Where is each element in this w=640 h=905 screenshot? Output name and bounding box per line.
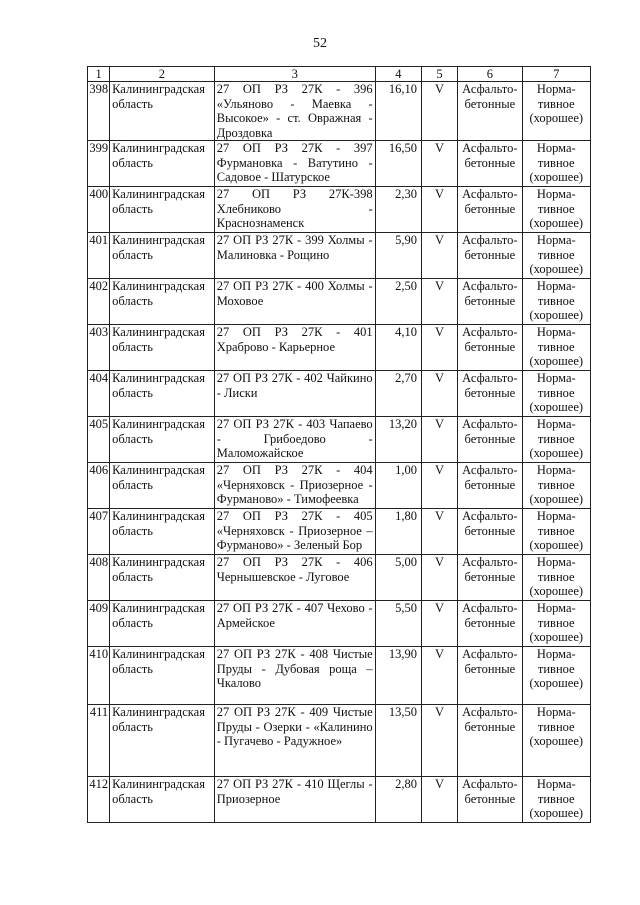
category-cell: V — [421, 233, 457, 279]
length-cell: 16,50 — [375, 141, 421, 187]
region-cell: Калининградская область — [110, 555, 215, 601]
surface-cell: Асфальто-бетонные — [458, 463, 522, 509]
page-number: 52 — [313, 36, 327, 51]
row-number: 411 — [88, 705, 110, 777]
table-row — [88, 187, 591, 233]
row-number: 398 — [88, 82, 110, 141]
region-cell: Калининградская область — [110, 82, 215, 141]
table-row — [88, 647, 591, 705]
category-cell: V — [421, 647, 457, 705]
road-name-cell: 27 ОП РЗ 27К-398 Хлебниково - Краснознаменск — [214, 187, 375, 233]
condition-cell: Норма-тивное (хорошее) — [522, 82, 590, 141]
row-number: 402 — [88, 279, 110, 325]
table-row — [88, 417, 591, 463]
table-row — [88, 705, 591, 777]
category-cell: V — [421, 705, 457, 777]
row-number: 400 — [88, 187, 110, 233]
column-header: 2 — [110, 67, 215, 82]
region-cell: Калининградская область — [110, 233, 215, 279]
condition-cell: Норма-тивное (хорошее) — [522, 233, 590, 279]
row-number: 409 — [88, 601, 110, 647]
row-number: 406 — [88, 463, 110, 509]
length-cell: 13,90 — [375, 647, 421, 705]
length-cell: 1,80 — [375, 509, 421, 555]
length-cell: 16,10 — [375, 82, 421, 141]
surface-cell: Асфальто-бетонные — [458, 417, 522, 463]
row-number: 410 — [88, 647, 110, 705]
region-cell: Калининградская область — [110, 601, 215, 647]
length-cell: 2,30 — [375, 187, 421, 233]
road-name-cell: 27 ОП РЗ 27К - 408 Чистые Пруды - Дубовая роща – Чкалово — [214, 647, 375, 705]
category-cell: V — [421, 417, 457, 463]
roads-table — [87, 66, 591, 823]
condition-cell: Норма-тивное (хорошее) — [522, 777, 590, 823]
road-name-cell: 27 ОП РЗ 27К - 400 Холмы - Моховое — [214, 279, 375, 325]
condition-cell: Норма-тивное (хорошее) — [522, 647, 590, 705]
surface-cell: Асфальто-бетонные — [458, 509, 522, 555]
category-cell: V — [421, 325, 457, 371]
condition-cell: Норма-тивное (хорошее) — [522, 187, 590, 233]
length-cell: 13,50 — [375, 705, 421, 777]
region-cell: Калининградская область — [110, 417, 215, 463]
row-number: 405 — [88, 417, 110, 463]
length-cell: 2,50 — [375, 279, 421, 325]
surface-cell: Асфальто-бетонные — [458, 325, 522, 371]
road-name-cell: 27 ОП РЗ 27К - 406 Чернышевское - Луговое — [214, 555, 375, 601]
table-row — [88, 601, 591, 647]
region-cell: Калининградская область — [110, 371, 215, 417]
condition-cell: Норма-тивное (хорошее) — [522, 417, 590, 463]
row-number: 401 — [88, 233, 110, 279]
column-header: 1 — [88, 67, 110, 82]
region-cell: Калининградская область — [110, 705, 215, 777]
table-row — [88, 141, 591, 187]
table-row — [88, 555, 591, 601]
table-row — [88, 82, 591, 141]
surface-cell: Асфальто-бетонные — [458, 371, 522, 417]
table-row — [88, 371, 591, 417]
region-cell: Калининградская область — [110, 187, 215, 233]
length-cell: 5,00 — [375, 555, 421, 601]
surface-cell: Асфальто-бетонные — [458, 187, 522, 233]
road-name-cell: 27 ОП РЗ 27К - 399 Холмы - Малиновка - Рощино — [214, 233, 375, 279]
category-cell: V — [421, 777, 457, 823]
column-header: 5 — [421, 67, 457, 82]
road-name-cell: 27 ОП РЗ 27К - 404 «Черняховск - Приозерное - Фурманово» - Тимофеевка — [214, 463, 375, 509]
column-header: 7 — [522, 67, 590, 82]
road-name-cell: 27 ОП РЗ 27К - 407 Чехово - Армейское — [214, 601, 375, 647]
condition-cell: Норма-тивное (хорошее) — [522, 279, 590, 325]
row-number: 408 — [88, 555, 110, 601]
condition-cell: Норма-тивное (хорошее) — [522, 705, 590, 777]
road-name-cell: 27 ОП РЗ 27К - 403 Чапаево - Грибоедово - Маломожайское — [214, 417, 375, 463]
category-cell: V — [421, 555, 457, 601]
column-header: 6 — [458, 67, 522, 82]
category-cell: V — [421, 141, 457, 187]
condition-cell: Норма-тивное (хорошее) — [522, 509, 590, 555]
category-cell: V — [421, 187, 457, 233]
table-header-row — [88, 67, 591, 82]
road-name-cell: 27 ОП РЗ 27К - 402 Чайкино - Лиски — [214, 371, 375, 417]
category-cell: V — [421, 601, 457, 647]
table-row — [88, 233, 591, 279]
road-name-cell: 27 ОП РЗ 27К - 410 Щеглы - Приозерное — [214, 777, 375, 823]
table-row — [88, 325, 591, 371]
surface-cell: Асфальто-бетонные — [458, 555, 522, 601]
region-cell: Калининградская область — [110, 777, 215, 823]
surface-cell: Асфальто-бетонные — [458, 279, 522, 325]
region-cell: Калининградская область — [110, 279, 215, 325]
region-cell: Калининградская область — [110, 325, 215, 371]
category-cell: V — [421, 371, 457, 417]
table-row — [88, 509, 591, 555]
surface-cell: Асфальто-бетонные — [458, 647, 522, 705]
length-cell: 5,50 — [375, 601, 421, 647]
road-name-cell: 27 ОП РЗ 27К - 397 Фурмановка - Ватутино - Садовое - Шатурское — [214, 141, 375, 187]
category-cell: V — [421, 463, 457, 509]
condition-cell: Норма-тивное (хорошее) — [522, 141, 590, 187]
region-cell: Калининградская область — [110, 463, 215, 509]
condition-cell: Норма-тивное (хорошее) — [522, 463, 590, 509]
condition-cell: Норма-тивное (хорошее) — [522, 371, 590, 417]
category-cell: V — [421, 82, 457, 141]
length-cell: 1,00 — [375, 463, 421, 509]
surface-cell: Асфальто-бетонные — [458, 601, 522, 647]
category-cell: V — [421, 279, 457, 325]
row-number: 412 — [88, 777, 110, 823]
surface-cell: Асфальто-бетонные — [458, 82, 522, 141]
length-cell: 5,90 — [375, 233, 421, 279]
road-name-cell: 27 ОП РЗ 27К - 405 «Черняховск - Приозерное – Фурманово» - Зеленый Бор — [214, 509, 375, 555]
surface-cell: Асфальто-бетонные — [458, 705, 522, 777]
row-number: 403 — [88, 325, 110, 371]
table-row — [88, 777, 591, 823]
column-header: 4 — [375, 67, 421, 82]
length-cell: 13,20 — [375, 417, 421, 463]
length-cell: 2,80 — [375, 777, 421, 823]
row-number: 399 — [88, 141, 110, 187]
column-header: 3 — [214, 67, 375, 82]
condition-cell: Норма-тивное (хорошее) — [522, 601, 590, 647]
region-cell: Калининградская область — [110, 647, 215, 705]
length-cell: 2,70 — [375, 371, 421, 417]
condition-cell: Норма-тивное (хорошее) — [522, 555, 590, 601]
category-cell: V — [421, 509, 457, 555]
row-number: 404 — [88, 371, 110, 417]
surface-cell: Асфальто-бетонные — [458, 233, 522, 279]
region-cell: Калининградская область — [110, 141, 215, 187]
region-cell: Калининградская область — [110, 509, 215, 555]
table-row — [88, 279, 591, 325]
condition-cell: Норма-тивное (хорошее) — [522, 325, 590, 371]
table-row — [88, 463, 591, 509]
road-name-cell: 27 ОП РЗ 27К - 396 «Ульяново - Маевка - Высокое» - ст. Овражная - Дроздовка — [214, 82, 375, 141]
surface-cell: Асфальто-бетонные — [458, 777, 522, 823]
length-cell: 4,10 — [375, 325, 421, 371]
road-name-cell: 27 ОП РЗ 27К - 401 Храброво - Карьерное — [214, 325, 375, 371]
surface-cell: Асфальто-бетонные — [458, 141, 522, 187]
row-number: 407 — [88, 509, 110, 555]
road-name-cell: 27 ОП РЗ 27К - 409 Чистые Пруды - Озерки - «Калинино - Пугачево - Радужное» — [214, 705, 375, 777]
